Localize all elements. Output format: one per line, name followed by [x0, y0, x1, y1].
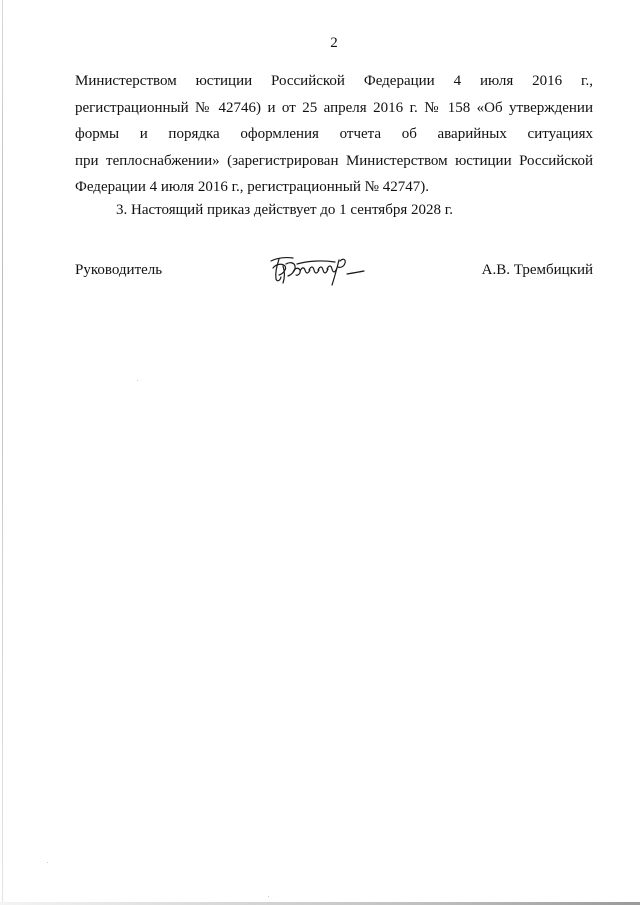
paragraph-line: формы и порядка оформления отчета об аварийных ситуациях	[75, 126, 593, 142]
signatory-title: Руководитель	[75, 262, 163, 278]
handwritten-signature	[267, 252, 375, 292]
scan-edge-left	[2, 0, 3, 905]
signatory-name: А.В. Трембицкий	[481, 262, 593, 278]
page-number: 2	[330, 35, 338, 51]
scan-speck	[137, 380, 138, 381]
scan-speck	[268, 896, 269, 897]
paragraph-line: Министерством юстиции Российской Федерации 4 июля 2016 г.,	[75, 73, 593, 89]
paragraph-line: при теплоснабжении» (зарегистрирован Министерством юстиции Российской	[75, 152, 593, 169]
signature-block	[75, 260, 593, 300]
scan-speck	[47, 862, 48, 863]
clause-3: 3. Настоящий приказ действует до 1 сентября 2028 г.	[116, 202, 453, 218]
paragraph-continuation	[75, 68, 593, 201]
paragraph-line: регистрационный № 42746) и от 25 апреля 2016 г. № 158 «Об утверждении	[75, 99, 593, 116]
paragraph-line-last: Федерации 4 июля 2016 г., регистрационный № 42747).	[75, 179, 429, 195]
